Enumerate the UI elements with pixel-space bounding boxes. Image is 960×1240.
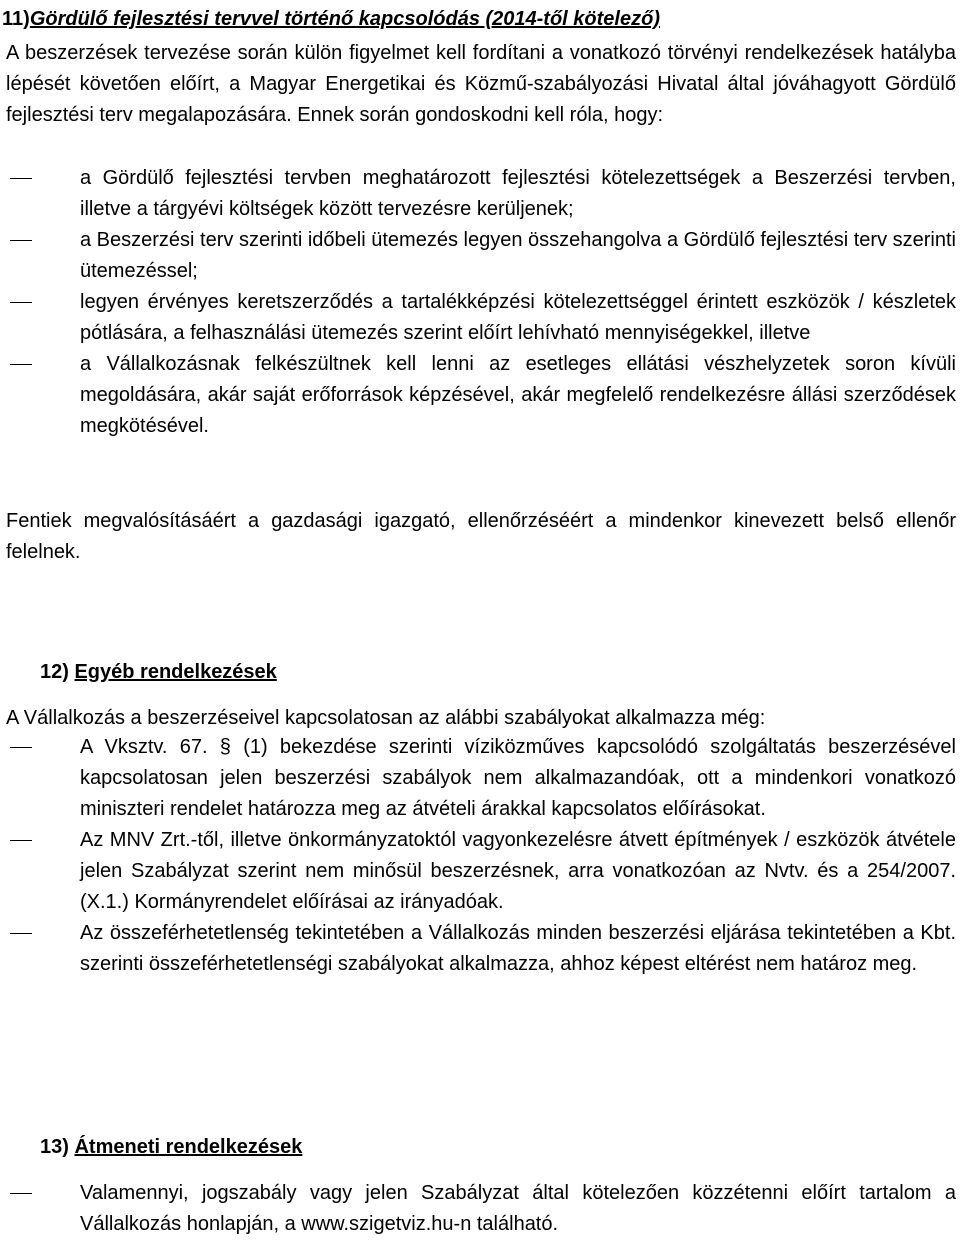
dash-bullet-icon	[10, 933, 32, 934]
section-12-list	[0, 732, 956, 980]
list-item: Az MNV Zrt.-től, illetve önkormányzatoktól vagyonkezelésre átvett építmények / eszközök átvétele jelen Szabályzat szerint nem minősül beszerzésnek, arra vonatkozóan az Nvtv. és a 254/2007. (X.1.) Kormányrendelet előírásai az irányadóak.	[0, 825, 956, 918]
section-13-title: Átmeneti rendelkezések	[74, 1136, 303, 1158]
list-item: a Vállalkozásnak felkészültnek kell lenni az esetleges ellátási vészhelyzetek soron kívüli megoldására, akár saját erőforrások képzésével, akár megfelelő rendelkezésre állási szerződések megkötésével.	[0, 349, 956, 442]
section-12-intro: A Vállalkozás a beszerzéseivel kapcsolatosan az alábbi szabályokat alkalmazza még:	[6, 707, 766, 729]
dash-bullet-icon	[10, 747, 32, 748]
section-13-heading	[40, 1132, 302, 1163]
list-item: A Vksztv. 67. § (1) bekezdése szerinti víziközműves kapcsolódó szolgáltatás beszerzésével kapcsolatosan jelen beszerzési szabályok nem alkalmazandóak, ott a mindenkori vonatkozó miniszteri rendelet határozza meg az átvételi árakkal kapcsolatos előírásokat.	[0, 732, 956, 825]
section-11-heading	[2, 4, 660, 35]
list-item: legyen érvényes keretszerződés a tartalékképzési kötelezettséggel érintett eszközök / készletek pótlására, a felhasználási ütemezés szerint előírt lehívható mennyiségekkel, illetve	[0, 287, 956, 349]
section-11-intro: A beszerzések tervezése során külön figyelmet kell fordítani a vonatkozó törvényi rendelkezések hatályba lépését követően előírt, a Magyar Energetikai és Közmű-szabályozási Hivatal által jóváhagyott Gördülő fejlesztési terv megalapozására. Ennek során gondoskodni kell róla, hogy:	[6, 42, 956, 126]
section-11-closing: Fentiek megvalósításáért a gazdasági igazgató, ellenőrzéséért a mindenkor kinevezett belső ellenőr felelnek.	[6, 510, 956, 563]
list-item: a Gördülő fejlesztési tervben meghatározott fejlesztési kötelezettségek a Beszerzési tervben, illetve a tárgyévi költségek között tervezésre kerüljenek;	[0, 163, 956, 225]
section-11-title: Gördülő fejlesztési tervvel történő kapcsolódás (2014-től kötelező)	[29, 8, 660, 30]
section-11-number: 11)	[2, 8, 30, 30]
dash-bullet-icon	[10, 840, 32, 841]
section-13-list	[0, 1178, 956, 1240]
section-12-title: Egyéb rendelkezések	[74, 661, 277, 683]
dash-bullet-icon	[10, 1193, 32, 1194]
list-item: Az összeférhetetlenség tekintetében a Vállalkozás minden beszerzési eljárása tekintetében a Kbt. szerinti összeférhetetlenségi szabályokat alkalmazza, ahhoz képest eltérést nem határoz meg.	[0, 918, 956, 980]
dash-bullet-icon	[10, 302, 32, 303]
dash-bullet-icon	[10, 178, 32, 179]
list-item: Valamennyi, jogszabály vagy jelen Szabályzat által kötelezően közzétenni előírt tartalom a Vállalkozás honlapján, a www.szigetviz.hu-n található.	[0, 1178, 956, 1240]
dash-bullet-icon	[10, 240, 32, 241]
section-13-number: 13)	[40, 1136, 69, 1158]
list-item: a Beszerzési terv szerinti időbeli ütemezés legyen összehangolva a Gördülő fejlesztési terv szerinti ütemezéssel;	[0, 225, 956, 287]
dash-bullet-icon	[10, 364, 32, 365]
section-11-list	[0, 163, 956, 442]
section-12-heading	[40, 657, 277, 688]
section-12-number: 12)	[40, 661, 69, 683]
